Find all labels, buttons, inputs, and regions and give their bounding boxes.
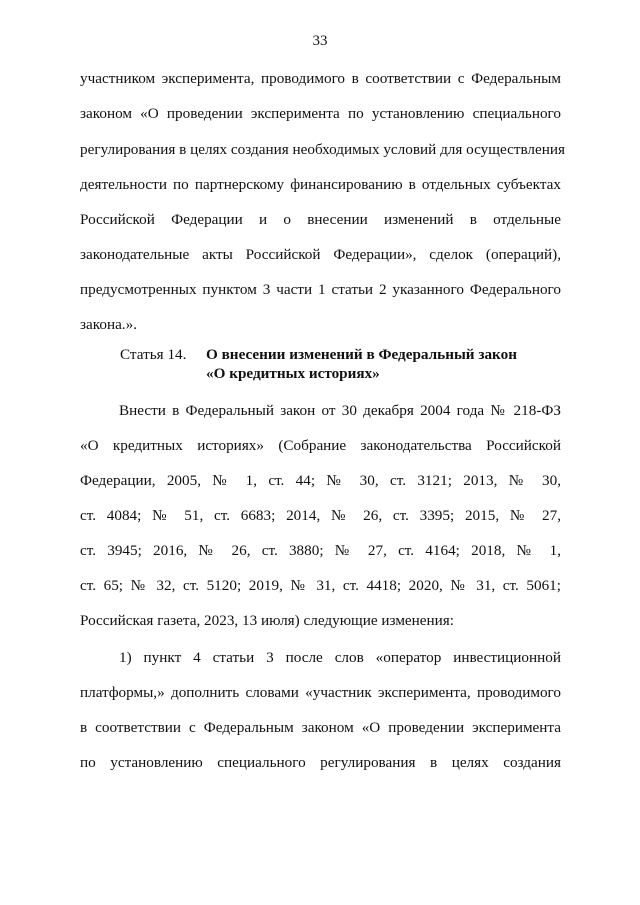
paragraph-1-line-8: закона.». bbox=[80, 316, 137, 333]
page-number: 33 bbox=[312, 33, 328, 49]
paragraph-2-line-1: Внести в Федеральный закон от 30 декабря 2004 года № 218-ФЗ bbox=[119, 402, 561, 419]
paragraph-3-line-3: в соответствии с Федеральным законом «О проведении эксперимента bbox=[80, 719, 561, 736]
paragraph-3-line-1: 1) пункт 4 статьи 3 после слов «оператор инвестиционной bbox=[119, 649, 561, 666]
article-title-line-1: О внесении изменений в Федеральный закон bbox=[206, 346, 517, 363]
article-label: Статья 14. bbox=[120, 346, 187, 363]
paragraph-2-line-7: Российская газета, 2023, 13 июля) следующие изменения: bbox=[80, 612, 455, 629]
paragraph-3-line-4: по установлению специального регулирования в целях создания bbox=[80, 754, 561, 771]
paragraph-2-line-6: ст. 65; № 32, ст. 5120; 2019, № 31, ст. 4418; 2020, № 31, ст. 5061; bbox=[80, 577, 561, 594]
paragraph-1-line-4: деятельности по партнерскому финансированию в отдельных субъектах bbox=[80, 176, 561, 193]
paragraph-1-line-1: участником эксперимента, проводимого в соответствии с Федеральным bbox=[80, 70, 561, 87]
paragraph-2-line-3: Федерации, 2005, № 1, ст. 44; № 30, ст. 3121; 2013, № 30, bbox=[80, 472, 561, 489]
paragraph-2-line-5: ст. 3945; 2016, № 26, ст. 3880; № 27, ст. 4164; 2018, № 1, bbox=[80, 542, 561, 559]
paragraph-2-line-4: ст. 4084; № 51, ст. 6683; 2014, № 26, ст. 3395; 2015, № 27, bbox=[80, 507, 561, 524]
article-title-line-2: «О кредитных историях» bbox=[206, 365, 380, 382]
paragraph-1-line-5: Российской Федерации и о внесении изменений в отдельные bbox=[80, 211, 561, 228]
paragraph-3-line-2: платформы,» дополнить словами «участник эксперимента, проводимого bbox=[80, 684, 561, 701]
paragraph-1-line-3: регулирования в целях создания необходимых условий для осуществления bbox=[80, 141, 565, 158]
paragraph-2-line-2: «О кредитных историях» (Собрание законодательства Российской bbox=[80, 437, 561, 454]
paragraph-1-line-2: законом «О проведении эксперимента по установлению специального bbox=[80, 105, 561, 122]
paragraph-1-line-6: законодательные акты Российской Федерации», сделок (операций), bbox=[80, 246, 561, 263]
paragraph-1-line-7: предусмотренных пунктом 3 части 1 статьи 2 указанного Федерального bbox=[80, 281, 561, 298]
